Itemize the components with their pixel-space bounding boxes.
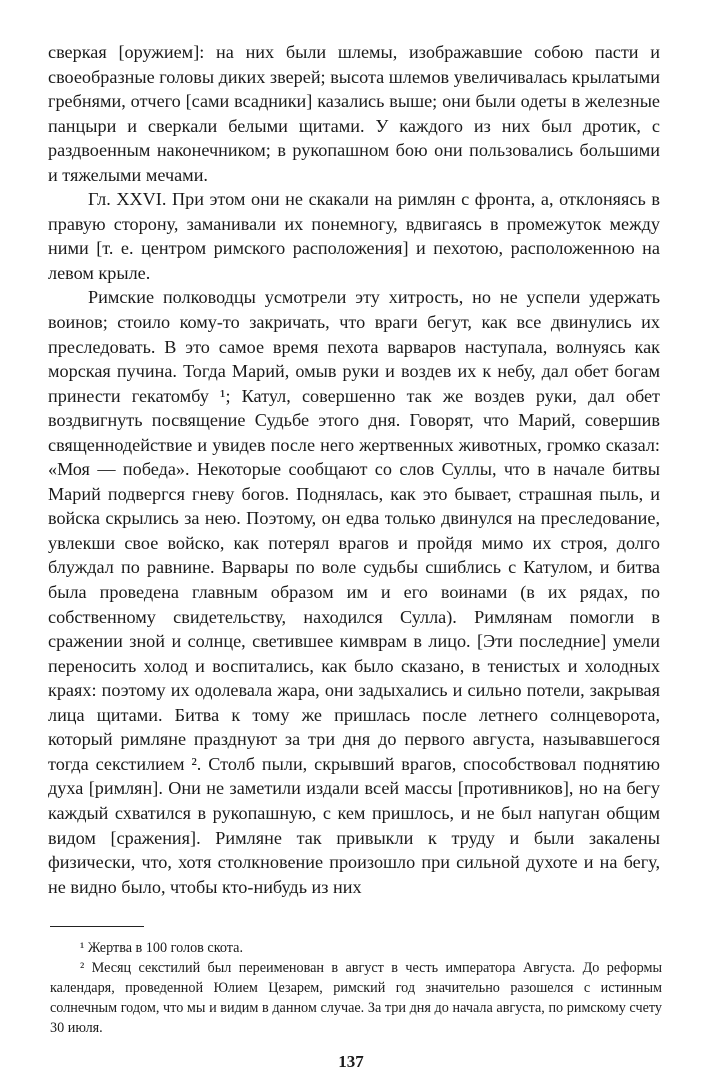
page-number: 137 [338,1052,364,1071]
paragraph-battle: Римские полководцы усмотрели эту хитрость, но не успели удержать воинов; стоило кому-то закричать, что враги бегут, как все двинулись их преследовать. В это самое время пехота варваров наступала, волнуясь как морская пучина. Тогда Марий, омыв руки и воздев их к небу, дал обет богам принести гекатомбу ¹; Катул, совершенно так же воздев руки, дал обет воздвигнуть посвящение Судьбе этого дня. Говорят, что Марий, совершив священнодействие и увидев после него жертвенных животных, громко сказал: «Моя — победа». Некоторые сообщают со слов Суллы, что в начале битвы Марий подвергся гневу богов. Поднялась, как это бывает, страшная пыль, и войска скрылись за нею. Поэтому, он едва только двинулся на преследование, увлекши свое войско, как потерял врагов и пройдя мимо их строя, долго блуждал по равнине. Варвары по воле судьбы сшиблись с Катулом, и битва была проведена главным образом им и его воинами (в их рядах, по собственному свидетельству, находился Сулла). Римлянам помогли в сражении зной и солнце, светившее кимврам в лицо. [Эти последние] умели переносить холод и воспитались, как было сказано, в тенистых и холодных краях: поэтому их одолевала жара, они задыхались и сильно потели, закрывая лица щитами. Битва к тому же пришлась после летнего солнцеворота, который римляне празднуют за три дня до первого августа, называвшегося тогда секстилием ². Столб пыли, скрывший врагов, способствовал поднятию духа [римлян]. Они не заметили издали всей массы [противников], но на бегу каждый схватился в рукопашную, с кем пришлось, и не был напуган общим видом [сражения]. Римляне так привыкли к труду и были закалены физически, что, хотя столкновение произошло при сильной духоте и на бегу, не видно было, чтобы кто-нибудь из них [48,287,660,897]
paragraph-continuation: сверкая [оружием]: на них были шлемы, изображавшие собою пасти и своеобразные головы диких зверей; высота шлемов увеличивалась крылатыми гребнями, отчего [сами всадники] казались выше; они были одеты в железные панцыри и сверкали белыми щитами. У каждого из них был дротик, с раздвоенным наконечником; в рукопашном бою они пользовались большими и тяжелыми мечами. [48,42,660,185]
footnote-1: ¹ Жертва в 100 голов скота. [80,940,244,956]
paragraph-chapter-xxvi: Гл. XXVI. При этом они не скакали на римлян с фронта, а, отклоняясь в правую сторону, заманивали их понемногу, вдвигаясь в промежуток между ними [т. е. центром римского расположения] и пехотою, расположенною на левом крыле. [48,189,660,283]
footnote-divider [50,926,144,927]
footnotes [50,938,662,1038]
footnote-2: ² Месяц секстилий был переименован в август в честь императора Августа. До реформы календаря, проведенной Юлием Цезарем, римский год значительно разошелся с истинным солнечным годом, что мы и видим в данном случае. За три дня до начала августа, по римскому счету 30 июля. [50,960,662,1036]
main-text [48,40,660,899]
